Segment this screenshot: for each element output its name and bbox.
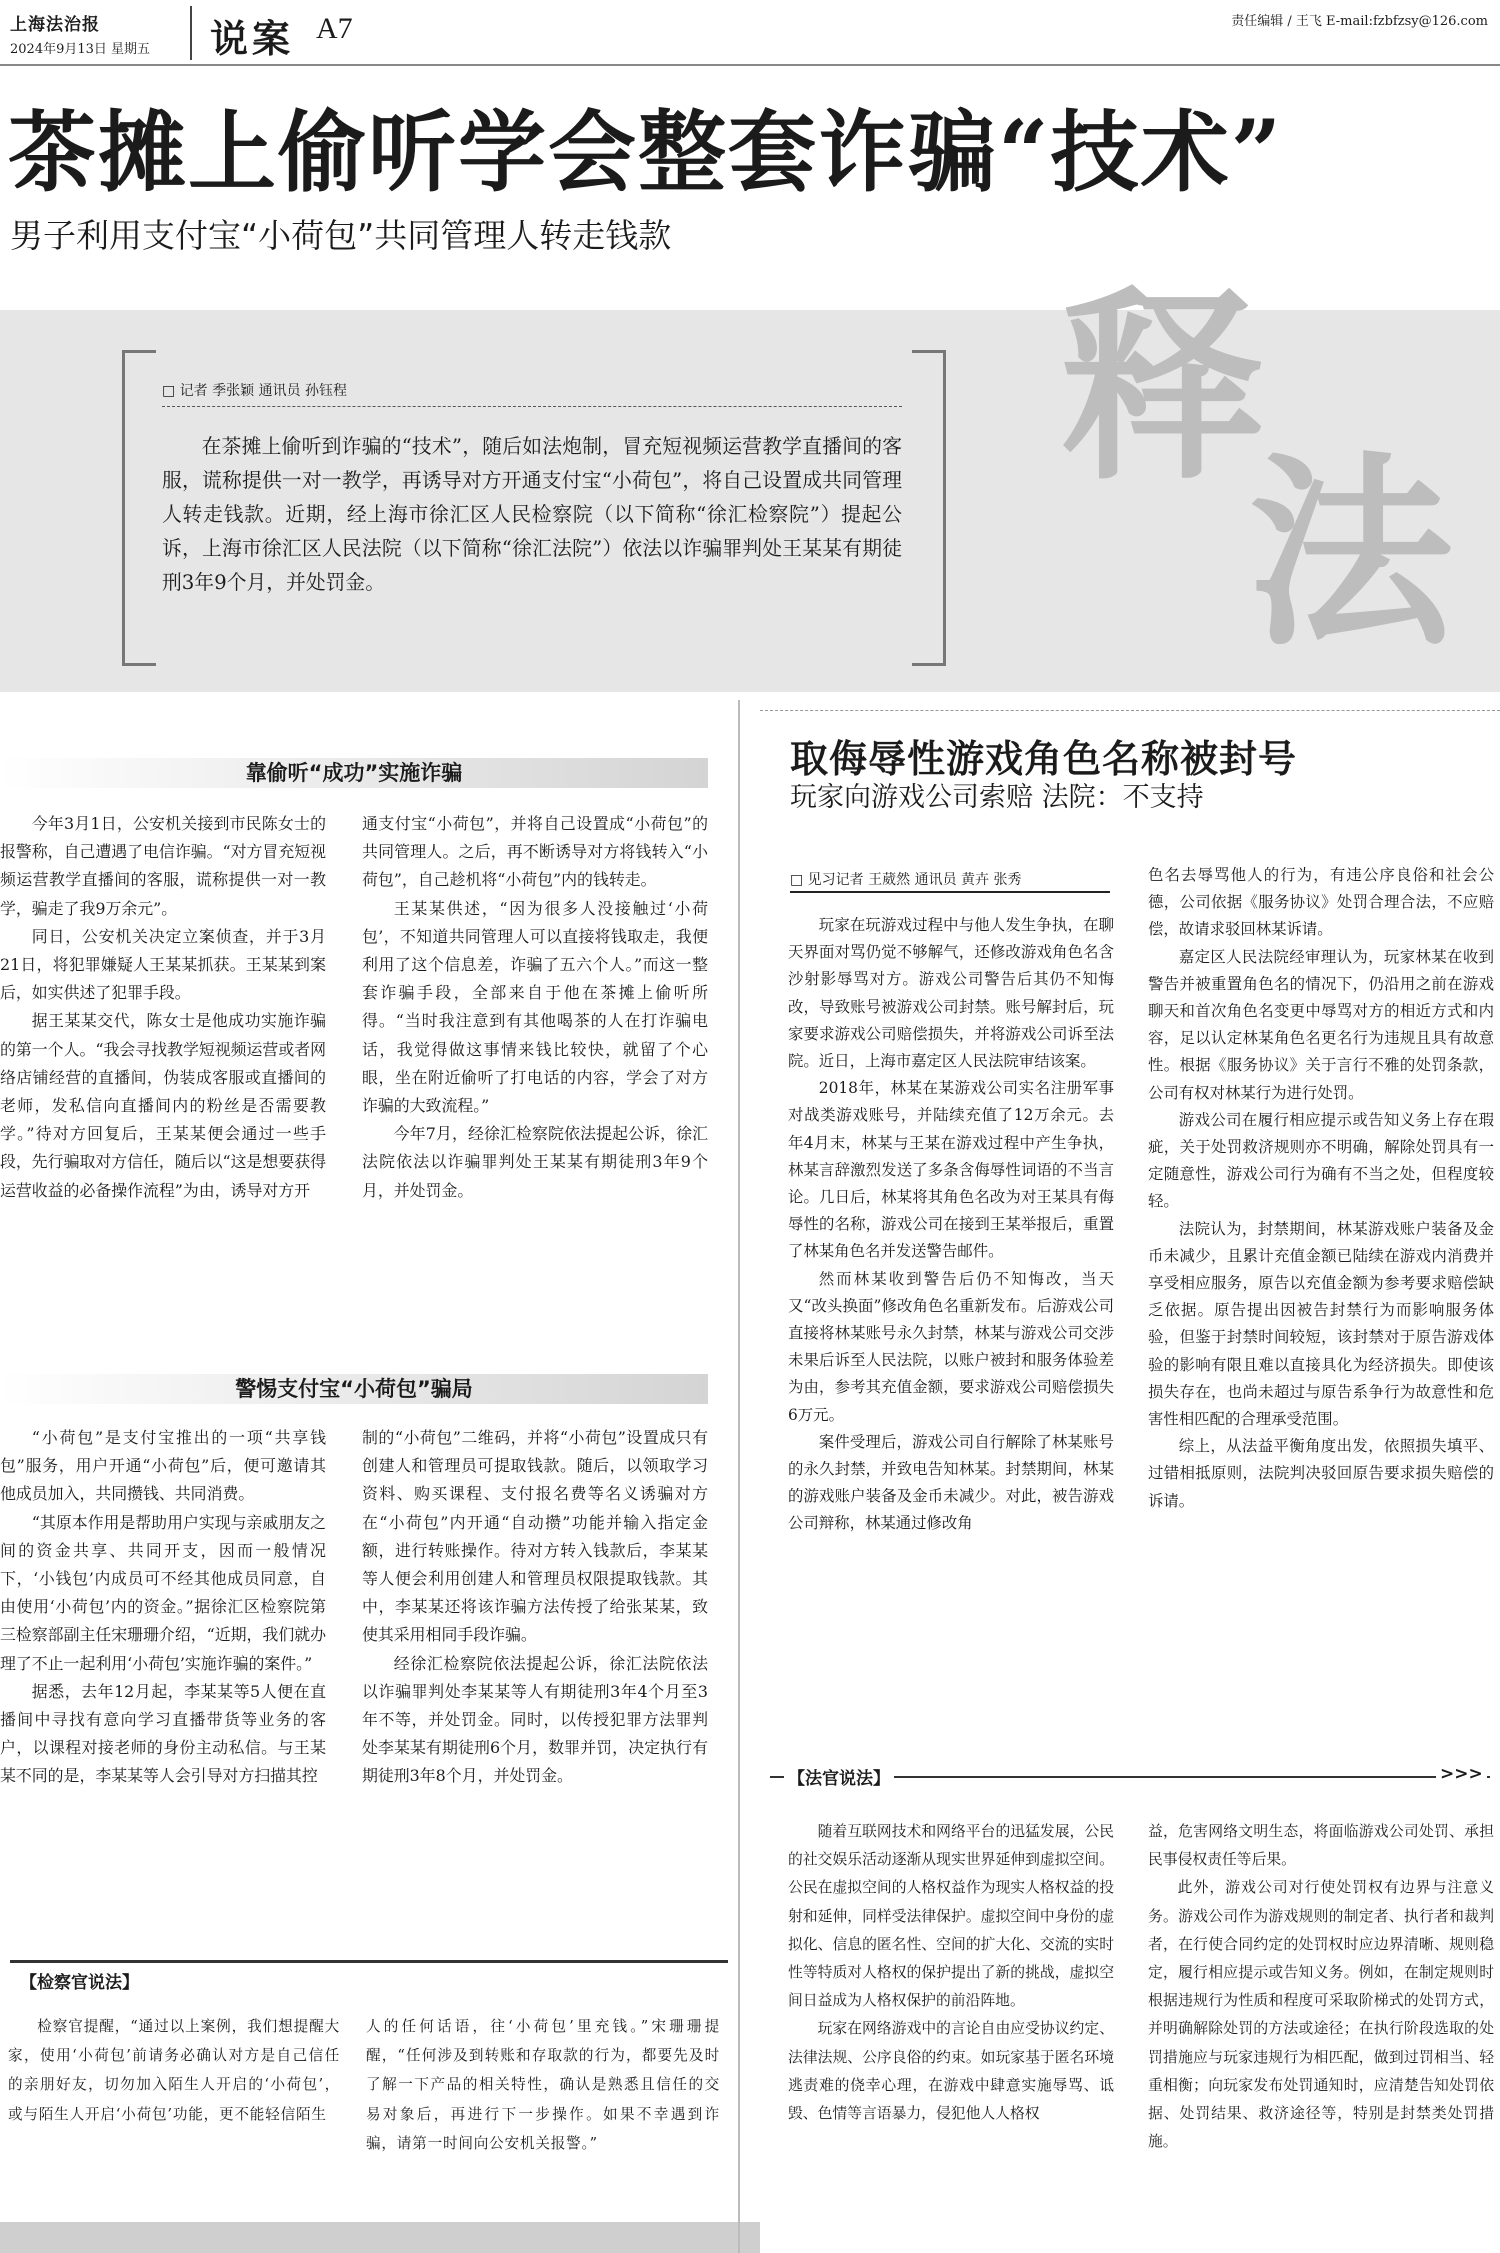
right-subheadline: 玩家向游戏公司索赔 法院：不支持 <box>790 782 1204 813</box>
footer-bar <box>0 2222 760 2253</box>
paragraph: 法院认为，封禁期间，林某游戏账户装备及金币未减少，且累计充值金额已陆续在游戏内消费并享受相应服务，原告以充值金额为参考要求赔偿缺乏依据。原告提出因被告封禁行为而影响服务体验，但鉴于封禁时间较短，该封禁对于原告游戏体验的影响有限且难以直接具化为经济损失。即使该损失存在，也尚未超过与原告系争行为故意性和危害性相匹配的合理承受范围。 <box>1148 1219 1494 1429</box>
article-column <box>788 912 1114 1538</box>
paragraph: 经徐汇检察院依法提起公诉，徐汇法院依法以诈骗罪判处李某某等人有期徒刑3年4个月至3年不等，并处罚金。同时，以传授犯罪方法罪判处李某某有期徒刑6个月，数罪并罚，决定执行有期徒刑3年8个月，并处罚金。 <box>362 1653 708 1786</box>
story-rule <box>760 710 1500 711</box>
masthead-divider <box>190 6 192 60</box>
page-number: A7 <box>316 12 353 45</box>
article-column <box>362 810 708 1205</box>
article-column <box>788 1818 1114 2128</box>
prosecutor-box-title: 【检察官说法】 <box>16 1968 143 1993</box>
decorative-character: 释 <box>1060 268 1265 508</box>
paragraph: 今年7月，经徐汇检察院依法提起公诉，徐汇法院依法以诈骗罪判处王某某有期徒刑3年9个月，并处罚金。 <box>362 1124 708 1200</box>
section-title: 警惕支付宝“小荷包”骗局 <box>0 1374 708 1404</box>
right-byline: □ 见习记者 王葳然 通讯员 黄卉 张秀 <box>790 872 1022 888</box>
article-column <box>0 810 326 1205</box>
article-column <box>366 2012 720 2158</box>
paragraph: 玩家在玩游戏过程中与他人发生争执，在聊天界面对骂仍觉不够解气，还修改游戏角色名含沙射影辱骂对方。游戏公司警告后其仍不知悔改，导致账号被游戏公司封禁。账号解封后，玩家要求游戏公司赔偿损失，并将游戏公司诉至法院。近日，上海市嘉定区人民法院审结该案。 <box>788 916 1114 1071</box>
paragraph: “其原本作用是帮助用户实现与亲戚朋友之间的资金共享、共同开支，因而一般情况下，‘小钱包’内成员可不经其他成员同意，自由使用‘小荷包’内的资金。”据徐汇区检察院第三检察部副主任宋珊珊介绍，“近期，我们就办理了不止一起利用‘小荷包’实施诈骗的案件。” <box>0 1512 326 1673</box>
section-name: 说案 <box>210 16 295 61</box>
decorative-character: 法 <box>1248 434 1453 674</box>
right-headline: 取侮辱性游戏角色名称被封号 <box>790 736 1298 781</box>
box-rule <box>10 1960 728 1963</box>
editor-credit: 责任编辑 / 王飞 E-mail:fzbfzsy@126.com <box>1231 14 1488 29</box>
paragraph: 案件受理后，游戏公司自行解除了林某账号的永久封禁，并致电告知林某。封禁期间，林某的游戏账户装备及金币未减少。对此，被告游戏公司辩称，林某通过修改角 <box>788 1432 1114 1533</box>
paragraph: 人的任何话语，往‘小荷包’里充钱。”宋珊珊提醒，“任何涉及到转账和存取款的行为，都要先及时了解一下产品的相关特性，确认是熟悉且信任的交易对象后，再进行下一步操作。如果不幸遇到诈骗，请第一时间向公安机关报警。” <box>366 2018 720 2152</box>
byline-rule <box>790 891 1110 893</box>
lead-frame-right <box>912 350 946 666</box>
paragraph: 然而林某收到警告后仍不知悔改，当天又“改头换面”修改角色名重新发布。后游戏公司直接将林某账号永久封禁，林某与游戏公司交涉未果后诉至人民法院，以账户被封和服务体验差为由，参考其充值金额，要求游戏公司赔偿损失6万元。 <box>788 1269 1114 1424</box>
paragraph: 玩家在网络游戏中的言论自由应受协议约定、法律法规、公序良俗的约束。如玩家基于匿名环境逃责难的侥幸心理，在游戏中肆意实施辱骂、诋毁、色情等言语暴力，侵犯他人人格权 <box>788 2020 1114 2123</box>
paragraph: 2018年，林某在某游戏公司实名注册军事对战类游戏账号，并陆续充值了12万余元。去年4月末，林某与王某在游戏过程中产生争执，林某言辞激烈发送了多条含侮辱性词语的不当言论。几日后，林某将其角色名改为对王某具有侮辱性的名称，游戏公司在接到王某举报后，重置了林某角色名并发送警告邮件。 <box>788 1079 1114 1261</box>
judge-box-title: 【法官说法】 <box>784 1764 894 1789</box>
paragraph: 检察官提醒，“通过以上案例，我们想提醒大家，使用‘小荷包’前请务必确认对方是自己信任的亲朋好友，切勿加入陌生人开启的‘小荷包’，或与陌生人开启‘小荷包’功能，更不能轻信陌生 <box>8 2018 340 2123</box>
paragraph: 据王某某交代，陈女士是他成功实施诈骗的第一个人。“我会寻找教学短视频运营或者网络店铺经营的直播间，伪装成客服或直播间的老师，发私信向直播间内的粉丝是否需要教学。”待对方回复后，王某某便会通过一些手段，先行骗取对方信任，随后以“这是想要获得运营收益的必备操作流程”为由，诱导对方开 <box>0 1011 326 1200</box>
section-title: 靠偷听“成功”实施诈骗 <box>0 758 708 788</box>
lead-paragraph: 在茶摊上偷听到诈骗的“技术”，随后如法炮制，冒充短视频运营教学直播间的客服，谎称提供一对一教学，再诱导对方开通支付宝“小荷包”，将自己设置成共同管理人转走钱款。近期，经上海市徐汇区人民检察院（以下简称“徐汇检察院”）提起公诉，上海市徐汇区人民法院（以下简称“徐汇法院”）依法以诈骗罪判处王某某有期徒刑3年9个月，并处罚金。 <box>162 435 902 594</box>
paragraph: 同日，公安机关决定立案侦查，并于3月21日，将犯罪嫌疑人王某某抓获。王某某到案后，如实供述了犯罪手段。 <box>0 926 326 1003</box>
article-column <box>8 2012 340 2129</box>
main-byline: □ 记者 季张颖 通讯员 孙钰程 <box>162 383 348 399</box>
paragraph: 此外，游戏公司对行使处罚权有边界与注意义务。游戏公司作为游戏规则的制定者、执行者和裁判者，在行使合同约定的处罚权时应边界清晰、规则稳定，履行相应提示或告知义务。例如，在制定规则时根据违规行为性质和程度可采取阶梯式的处罚方式，并明确解除处罚的方法或途径；在执行阶段选取的处罚措施应与玩家违规行为相匹配，做到过罚相当、轻重相衡；向玩家发布处罚通知时，应清楚告知处罚依据、处罚结果、救济途径等，特别是封禁类处罚措施。 <box>1148 1879 1494 2151</box>
column-divider <box>738 700 740 2253</box>
article-column <box>1148 862 1494 1515</box>
paragraph: 嘉定区人民法院经审理认为，玩家林某在收到警告并被重置角色名的情况下，仍沿用之前在游戏聊天和首次角色名变更中辱骂对方的相近方式和内容，足以认定林某角色名更名行为违规且具有故意性。根据《服务协议》关于言行不雅的处罚条款，公司有权对林某行为进行处罚。 <box>1148 947 1494 1102</box>
paragraph: 制的“小荷包”二维码，并将“小荷包”设置成只有创建人和管理员可提取钱款。随后，以领取学习资料、购买课程、支付报名费等名义诱骗对方在“小荷包”内开通“自动攒”功能并输入指定金额，进行转账操作。待对方转入钱款后，李某某等人便会利用创建人和管理员权限提取钱款。其中，李某某还将该诈骗方法传授了给张某某，致使其采用相同手段诈骗。 <box>362 1428 708 1645</box>
article-column <box>362 1424 708 1791</box>
lead-frame-left <box>122 350 156 666</box>
paragraph: 今年3月1日，公安机关接到市民陈女士的报警称，自己遭遇了电信诈骗。“对方冒充短视频运营教学直播间的客服，谎称提供一对一教学，骗走了我9万余元”。 <box>0 814 326 918</box>
paper-logo: 上海法治报 <box>10 15 100 35</box>
paragraph: 色名去辱骂他人的行为，有违公序良俗和社会公德，公司依据《服务协议》处罚合理合法，不应赔偿，故请求驳回林某诉请。 <box>1148 866 1494 939</box>
article-column <box>1148 1818 1494 2156</box>
byline-rule <box>162 406 902 407</box>
main-subheadline: 男子利用支付宝“小荷包”共同管理人转走钱款 <box>10 216 672 255</box>
paragraph: 通支付宝“小荷包”，并将自己设置成“小荷包”的共同管理人。之后，再不断诱导对方将钱转入“小荷包”，自己趁机将“小荷包”内的钱转走。 <box>362 814 708 890</box>
paragraph: 随着互联网技术和网络平台的迅猛发展，公民的社交娱乐活动逐渐从现实世界延伸到虚拟空间。公民在虚拟空间的人格权益作为现实人格权益的投射和延伸，同样受法律保护。虚拟空间中身份的虚拟化、信息的匿名性、空间的扩大化、交流的实时性等特质对人格权的保护提出了新的挑战，虚拟空间日益成为人格权保护的前沿阵地。 <box>788 1823 1114 2010</box>
paragraph: “小荷包”是支付宝推出的一项“共享钱包”服务，用户开通“小荷包”后，便可邀请其他成员加入，共同攒钱、共同消费。 <box>0 1428 326 1504</box>
paragraph: 据悉，去年12月起，李某某等5人便在直播间中寻找有意向学习直播带货等业务的客户，以课程对接老师的身份主动私信。与王某某不同的是，李某某等人会引导对方扫描其控 <box>0 1681 326 1786</box>
issue-date: 2024年9月13日 星期五 <box>10 42 151 57</box>
paragraph: 王某某供述，“因为很多人没接触过‘小荷包’，不知道共同管理人可以直接将钱取走，我便利用了这个信息差，诈骗了五六个人。”而这一整套诈骗手段，全部来自于他在茶摊上偷听所得。“当时我注意到有其他喝茶的人在打诈骗电话，我觉得做这事情来钱比较快，就留了个心眼，坐在附近偷听了打电话的内容，学会了对方诈骗的大致流程。” <box>362 898 708 1116</box>
paragraph: 益，危害网络文明生态，将面临游戏公司处罚、承担民事侵权责任等后果。 <box>1148 1823 1494 1869</box>
header-rule <box>0 64 1500 66</box>
judge-box-arrows: >>> <box>1436 1764 1487 1784</box>
article-column <box>0 1424 326 1791</box>
main-headline: 茶摊上偷听学会整套诈骗“技术” <box>8 100 1284 204</box>
paragraph: 游戏公司在履行相应提示或告知义务上存在瑕疵，关于处罚救济规则亦不明确，解除处罚具有一定随意性，游戏公司行为确有不当之处，但程度较轻。 <box>1148 1110 1494 1211</box>
paragraph: 综上，从法益平衡角度出发，依照损失填平、过错相抵原则，法院判决驳回原告要求损失赔偿的诉请。 <box>1148 1437 1494 1510</box>
